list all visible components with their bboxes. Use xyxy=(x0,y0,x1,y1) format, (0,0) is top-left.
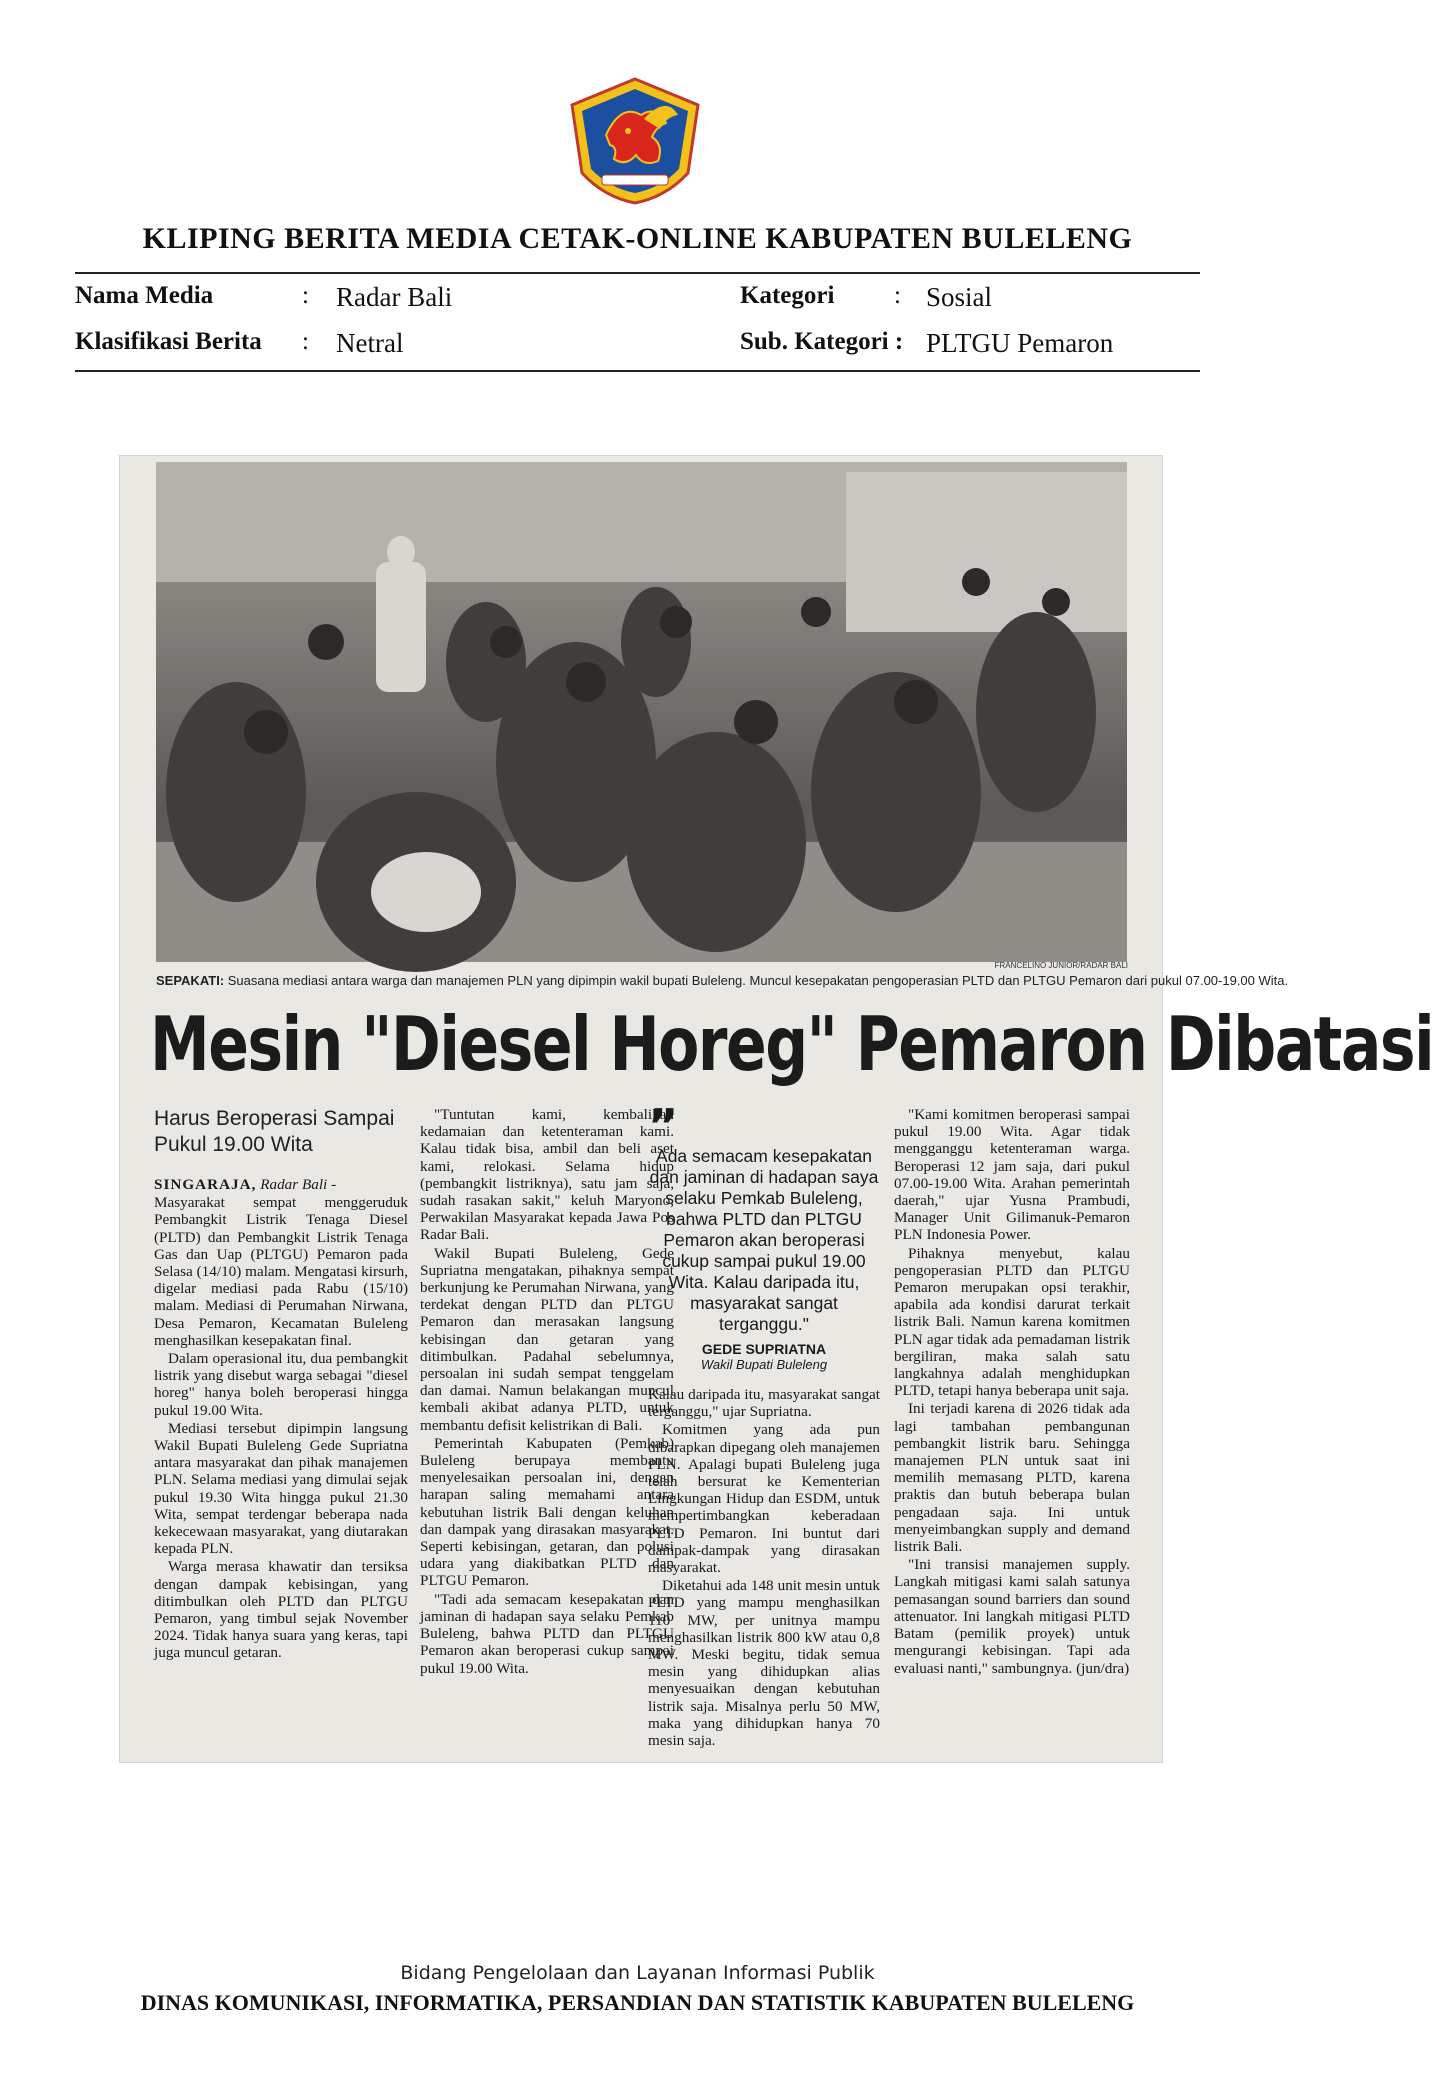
header-divider-bottom xyxy=(75,370,1200,372)
article-paragraph: Dalam operasional itu, dua pembangkit listrik yang disebut warga sebagai "diesel horeg" hanya boleh beroperasi hingga pukul 19.00 Wita. xyxy=(154,1350,408,1419)
page-title: KLIPING BERITA MEDIA CETAK-ONLINE KABUPATEN BULELENG xyxy=(142,222,1133,255)
article-paragraph: "Kami komitmen beroperasi sampai pukul 19.00 Wita. Agar tidak mengganggu ketenteraman warga. Beroperasi 12 jam saja, dari pukul 07.00-19.00 Wita. Arahan pemerintah daerah," ujar Yusna Prambudi, Manager Unit Gilimanuk-Pemaron PLN Indonesia Power. xyxy=(894,1106,1130,1244)
pull-quote-role: Wakil Bupati Buleleng xyxy=(700,1357,828,1372)
photo-caption xyxy=(156,970,1289,992)
article-column-2 xyxy=(420,1106,674,1678)
article-paragraph xyxy=(154,1176,408,1193)
article-paragraph: Wakil Bupati Buleleng, Gede Supriatna mengatakan, pihaknya sempat berkunjung ke Perumahan Nirwana, yang terdekat dengan PLTD dan PLTGU Pemaron dan merasakan langsung kebisingan dan getaran yang ditimbulkan. Padahal sebelumnya, persoalan ini sudah sempat tenggelam dan damai. Namun belakangan muncul kembali akibat adanya PLTD, untuk membantu defisit kelistrikan di Bali. xyxy=(420,1244,674,1434)
nama-media-value: Radar Bali xyxy=(336,282,453,312)
klasifikasi-colon: : xyxy=(302,328,309,355)
sub-kategori-value: PLTGU Pemaron xyxy=(926,328,1114,358)
quote-mark-icon: ” xyxy=(648,1099,679,1153)
article-column-4 xyxy=(894,1106,1130,1678)
kategori-value: Sosial xyxy=(926,282,993,312)
footer-division: Bidang Pengelolaan dan Layanan Informasi Publik xyxy=(400,1962,875,1984)
klasifikasi-value: Netral xyxy=(336,328,404,358)
article-paragraph: "Tadi ada semacam kesepakatan dan jaminan di hadapan saya selaku Pemkab Buleleng, bahwa PLTD dan PLTGU Pemaron akan beroperasi cukup sampai pukul 19.00 Wita. xyxy=(420,1590,674,1677)
dateline-source: Radar Bali - xyxy=(256,1176,337,1193)
photo-caption-text: Suasana mediasi antara warga dan manajemen PLN yang dipimpin wakil bupati Buleleng. Muncul kesepakatan pengoperasian PLTD dan PLTGU Pemaron dari pukul 07.00-19.00 Wita. xyxy=(224,973,1289,988)
article-column-1 xyxy=(154,1106,408,1663)
article-headline: Mesin "Diesel Horeg" Pemaron Dibatasi xyxy=(150,1001,1433,1089)
pull-quote-author: GEDE SUPRIATNA xyxy=(701,1341,827,1357)
header-divider-top xyxy=(75,272,1200,274)
article-paragraph: "Ini transisi manajemen supply. Langkah mitigasi kami salah satunya pemasangan sound barriers dan sound attenuator. Ini langkah mitigasi PLTD Batam (pemilik proyek) untuk mengurangi kebisingan. Tapi ada evaluasi nanti," sambungnya. (jun/dra) xyxy=(894,1556,1130,1677)
kategori-colon: : xyxy=(894,282,901,309)
article-paragraph: "Tuntutan kami, kembalikan kedamaian dan ketenteraman kami. Kalau tidak bisa, ambil dan beli aset kami, relokasi. Selama hidup (pembangkit listriknya), satu jam saja, sudah rasakan sakit," keluh Maryono, Perwakilan Masyarakat kepada Jawa Pos Radar Bali. xyxy=(420,1106,674,1244)
buleleng-emblem-logo xyxy=(566,75,704,205)
article-paragraph: Diketahui ada 148 unit mesin untuk PLTD yang mampu menghasilkan 110 MW, per unitnya mampu menghasilkan listrik 800 kW atau 0,8 MW. Meski begitu, tidak semua mesin yang dihidupkan alias menyesuaikan dengan kebutuhan listrik saja. Misalnya perlu 50 MW, maka yang dihidupkan hanya 70 mesin saja. xyxy=(648,1577,880,1750)
klasifikasi-label: Klasifikasi Berita xyxy=(75,328,262,355)
pull-quote: Ada semacam kesepakatan dan jaminan di hadapan saya selaku Pemkab Buleleng, bahwa PLTD dan PLTGU Pemaron akan beroperasi cukup sampai pukul 19.00 Wita. Kalau daripada itu, masyarakat sangat terganggu." xyxy=(649,1146,879,1334)
kategori-label: Kategori xyxy=(740,282,835,309)
photo-credit: FRANCELINO JUNIOR/RADAR BALI xyxy=(994,961,1128,970)
article-paragraph: Warga merasa khawatir dan tersiksa dengan dampak kebisingan, yang ditimbulkan oleh PLTD dan PLTGU Pemaron, yang timbul sejak November 2024. Tidak hanya suara yang keras, tapi juga muncul getaran. xyxy=(154,1558,408,1662)
article-paragraph: Mediasi tersebut dipimpin langsung Wakil Bupati Buleleng Gede Supriatna antara masyarakat dan pihak manajemen PLN. Selama mediasi yang dimulai sejak pukul 19.30 Wita hingga pukul 21.30 Wita, sempat terdengar beberapa nada kekecewaan masyarakat, yang diutarakan kepada PLN. xyxy=(154,1419,408,1558)
footer-agency: DINAS KOMUNIKASI, INFORMATIKA, PERSANDIAN DAN STATISTIK KABUPATEN BULELENG xyxy=(140,1990,1135,2015)
article-paragraph: Kalau daripada itu, masyarakat sangat terganggu," ujar Supriatna. xyxy=(648,1386,880,1421)
nama-media-colon: : xyxy=(302,282,309,309)
dateline: SINGARAJA, xyxy=(154,1176,257,1193)
article-paragraph: Pemerintah Kabupaten (Pemkab) Buleleng berupaya membantu menyelesaikan persoalan ini, dengan harapan saling memahami antara kebutuhan listrik Bali dengan keluhan dan dampak yang dirasakan masyarakat. Seperti kebisingan, getaran, dan polusi udara yang diakibatkan PLTD dan PLTGU Pemaron. xyxy=(420,1434,674,1590)
article-paragraph: Masyarakat sempat menggeruduk Pembangkit Listrik Tenaga Diesel (PLTD) dan Pembangkit Listrik Tenaga Gas dan Uap (PLTGU) Pemaron pada Selasa (14/10) malam. Mengatasi kirsurh, digelar mediasi pada Rabu (15/10) malam. Mediasi di Perumahan Nirwana, Desa Pemaron, Kecamatan Buleleng menghasilkan kesepakatan final. xyxy=(154,1194,408,1349)
meeting-photo xyxy=(156,462,1127,962)
nama-media-label: Nama Media xyxy=(75,282,214,309)
article-paragraph: Pihaknya menyebut, kalau pengoperasian PLTD dan PLTGU Pemaron merupakan opsi terakhir, apabila ada kondisi darurat terkait listrik Bali. Namun karena komitmen PLN agar tidak ada pemadaman listrik bergiliran, maka salah satu langkahnya adalah menghidupkan PLTD, tetapi hanya beberapa unit saja. xyxy=(894,1244,1130,1400)
news-clipping xyxy=(120,456,1433,1762)
article-paragraph: Komitmen yang ada pun dibarapkan dipegang oleh manajemen PLN. Apalagi bupati Buleleng juga telah bersurat ke Kementerian Lingkungan Hidup dan ESDM, untuk mempertimbangkan keberadaan PLTD Pemaron. Ini buntut dari dampak-dampak yang dirasakan masyarakat. xyxy=(648,1421,880,1577)
article-column-3 xyxy=(648,1099,880,1750)
photo-caption-lead: SEPAKATI: xyxy=(156,973,225,988)
sub-kategori-label: Sub. Kategori : xyxy=(740,328,904,355)
article-paragraph: Ini terjadi karena di 2026 tidak ada lagi tambahan pembangunan pembangkit listrik baru. Sehingga manajemen PLN untuk saat ini memilih memasang PLTD, karena praktis dan butuh beberapa bulan pengadaan saja. Ini untuk menyeimbangkan supply and demand listrik Bali. xyxy=(894,1400,1130,1556)
article-subhead: Harus Beroperasi Sampai Pukul 19.00 Wita xyxy=(154,1107,395,1156)
